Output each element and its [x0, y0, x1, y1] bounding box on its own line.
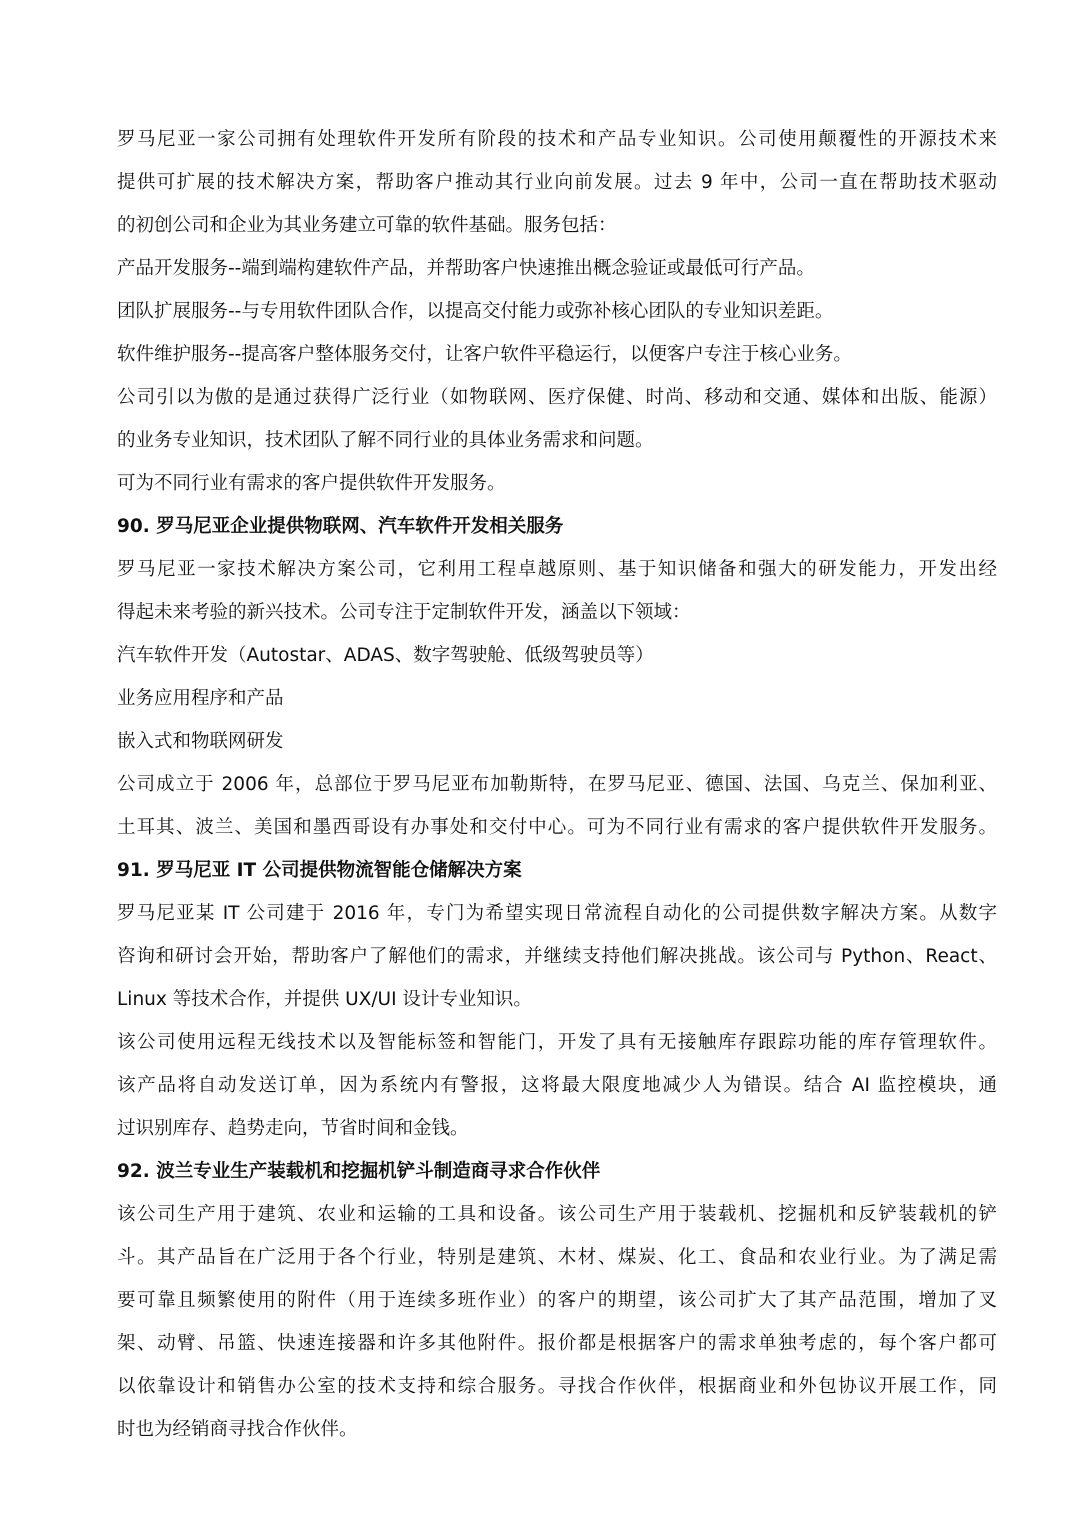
paragraph-line: 过识别库存、趋势走向，节省时间和金钱。 — [117, 1118, 469, 1139]
paragraph-line: 架、动臂、吊篮、快速连接器和许多其他附件。报价都是根据客户的需求单独考虑的，每个客户都可 — [117, 1333, 997, 1354]
paragraph-line: 产品开发服务--端到端构建软件产品，并帮助客户快速推出概念验证或最低可行产品。 — [117, 258, 815, 279]
paragraph-line: 公司引以为傲的是通过获得广泛行业（如物联网、医疗保健、时尚、移动和交通、媒体和出版、能源） — [117, 387, 997, 408]
paragraph-line: 罗马尼亚一家公司拥有处理软件开发所有阶段的技术和产品专业知识。公司使用颠覆性的开源技术来 — [117, 129, 997, 150]
document-body — [117, 118, 997, 1451]
paragraph-line: 以依靠设计和销售办公室的技术支持和综合服务。寻找合作伙伴，根据商业和外包协议开展工作，同 — [117, 1376, 997, 1397]
paragraph-line: 该产品将自动发送订单，因为系统内有警报，这将最大限度地减少人为错误。结合 AI 监控模块，通 — [117, 1075, 997, 1096]
paragraph-line: 汽车软件开发（Autostar、ADAS、数字驾驶舱、低级驾驶员等） — [117, 645, 654, 666]
paragraph-line: 软件维护服务--提高客户整体服务交付，让客户软件平稳运行，以便客户专注于核心业务。 — [117, 344, 852, 365]
paragraph-line: 该公司使用远程无线技术以及智能标签和智能门，开发了具有无接触库存跟踪功能的库存管理软件。 — [117, 1032, 997, 1053]
paragraph-line: 罗马尼亚某 IT 公司建于 2016 年，专门为希望实现日常流程自动化的公司提供数字解决方案。从数字 — [117, 903, 997, 924]
paragraph-line: 业务应用程序和产品 — [117, 688, 284, 709]
paragraph-line: 要可靠且频繁使用的附件（用于连续多班作业）的客户的期望，该公司扩大了其产品范围，增加了叉 — [117, 1290, 997, 1311]
paragraph-line: 团队扩展服务--与专用软件团队合作，以提高交付能力或弥补核心团队的专业知识差距。 — [117, 301, 834, 322]
section-heading: 92. 波兰专业生产装载机和挖掘机铲斗制造商寻求合作伙伴 — [117, 1161, 601, 1182]
paragraph-line: 可为不同行业有需求的客户提供软件开发服务。 — [117, 473, 506, 494]
paragraph-line: 得起未来考验的新兴技术。公司专注于定制软件开发，涵盖以下领域： — [117, 602, 691, 623]
paragraph-line: 斗。其产品旨在广泛用于各个行业，特别是建筑、木材、煤炭、化工、食品和农业行业。为了满足需 — [117, 1247, 997, 1268]
paragraph-line: 该公司生产用于建筑、农业和运输的工具和设备。该公司生产用于装载机、挖掘机和反铲装载机的铲 — [117, 1204, 997, 1225]
section-heading: 91. 罗马尼亚 IT 公司提供物流智能仓储解决方案 — [117, 860, 522, 881]
paragraph-line: 的初创公司和企业为其业务建立可靠的软件基础。服务包括： — [117, 215, 617, 236]
paragraph-line: 时也为经销商寻找合作伙伴。 — [117, 1419, 358, 1440]
paragraph-line: 土耳其、波兰、美国和墨西哥设有办事处和交付中心。可为不同行业有需求的客户提供软件开发服务。 — [117, 817, 997, 838]
paragraph-line: 的业务专业知识，技术团队了解不同行业的具体业务需求和问题。 — [117, 430, 654, 451]
section-heading: 90. 罗马尼亚企业提供物联网、汽车软件开发相关服务 — [117, 516, 564, 537]
paragraph-line: 咨询和研讨会开始，帮助客户了解他们的需求，并继续支持他们解决挑战。该公司与 Python、React、 — [117, 946, 997, 967]
paragraph-line: 罗马尼亚一家技术解决方案公司，它利用工程卓越原则、基于知识储备和强大的研发能力，开发出经 — [117, 559, 997, 580]
paragraph-line: 提供可扩展的技术解决方案，帮助客户推动其行业向前发展。过去 9 年中，公司一直在帮助技术驱动 — [117, 172, 997, 193]
paragraph-line: 嵌入式和物联网研发 — [117, 731, 284, 752]
paragraph-line: 公司成立于 2006 年，总部位于罗马尼亚布加勒斯特，在罗马尼亚、德国、法国、乌克兰、保加利亚、 — [117, 774, 997, 795]
paragraph-line: Linux 等技术合作，并提供 UX/UI 设计专业知识。 — [117, 989, 532, 1010]
